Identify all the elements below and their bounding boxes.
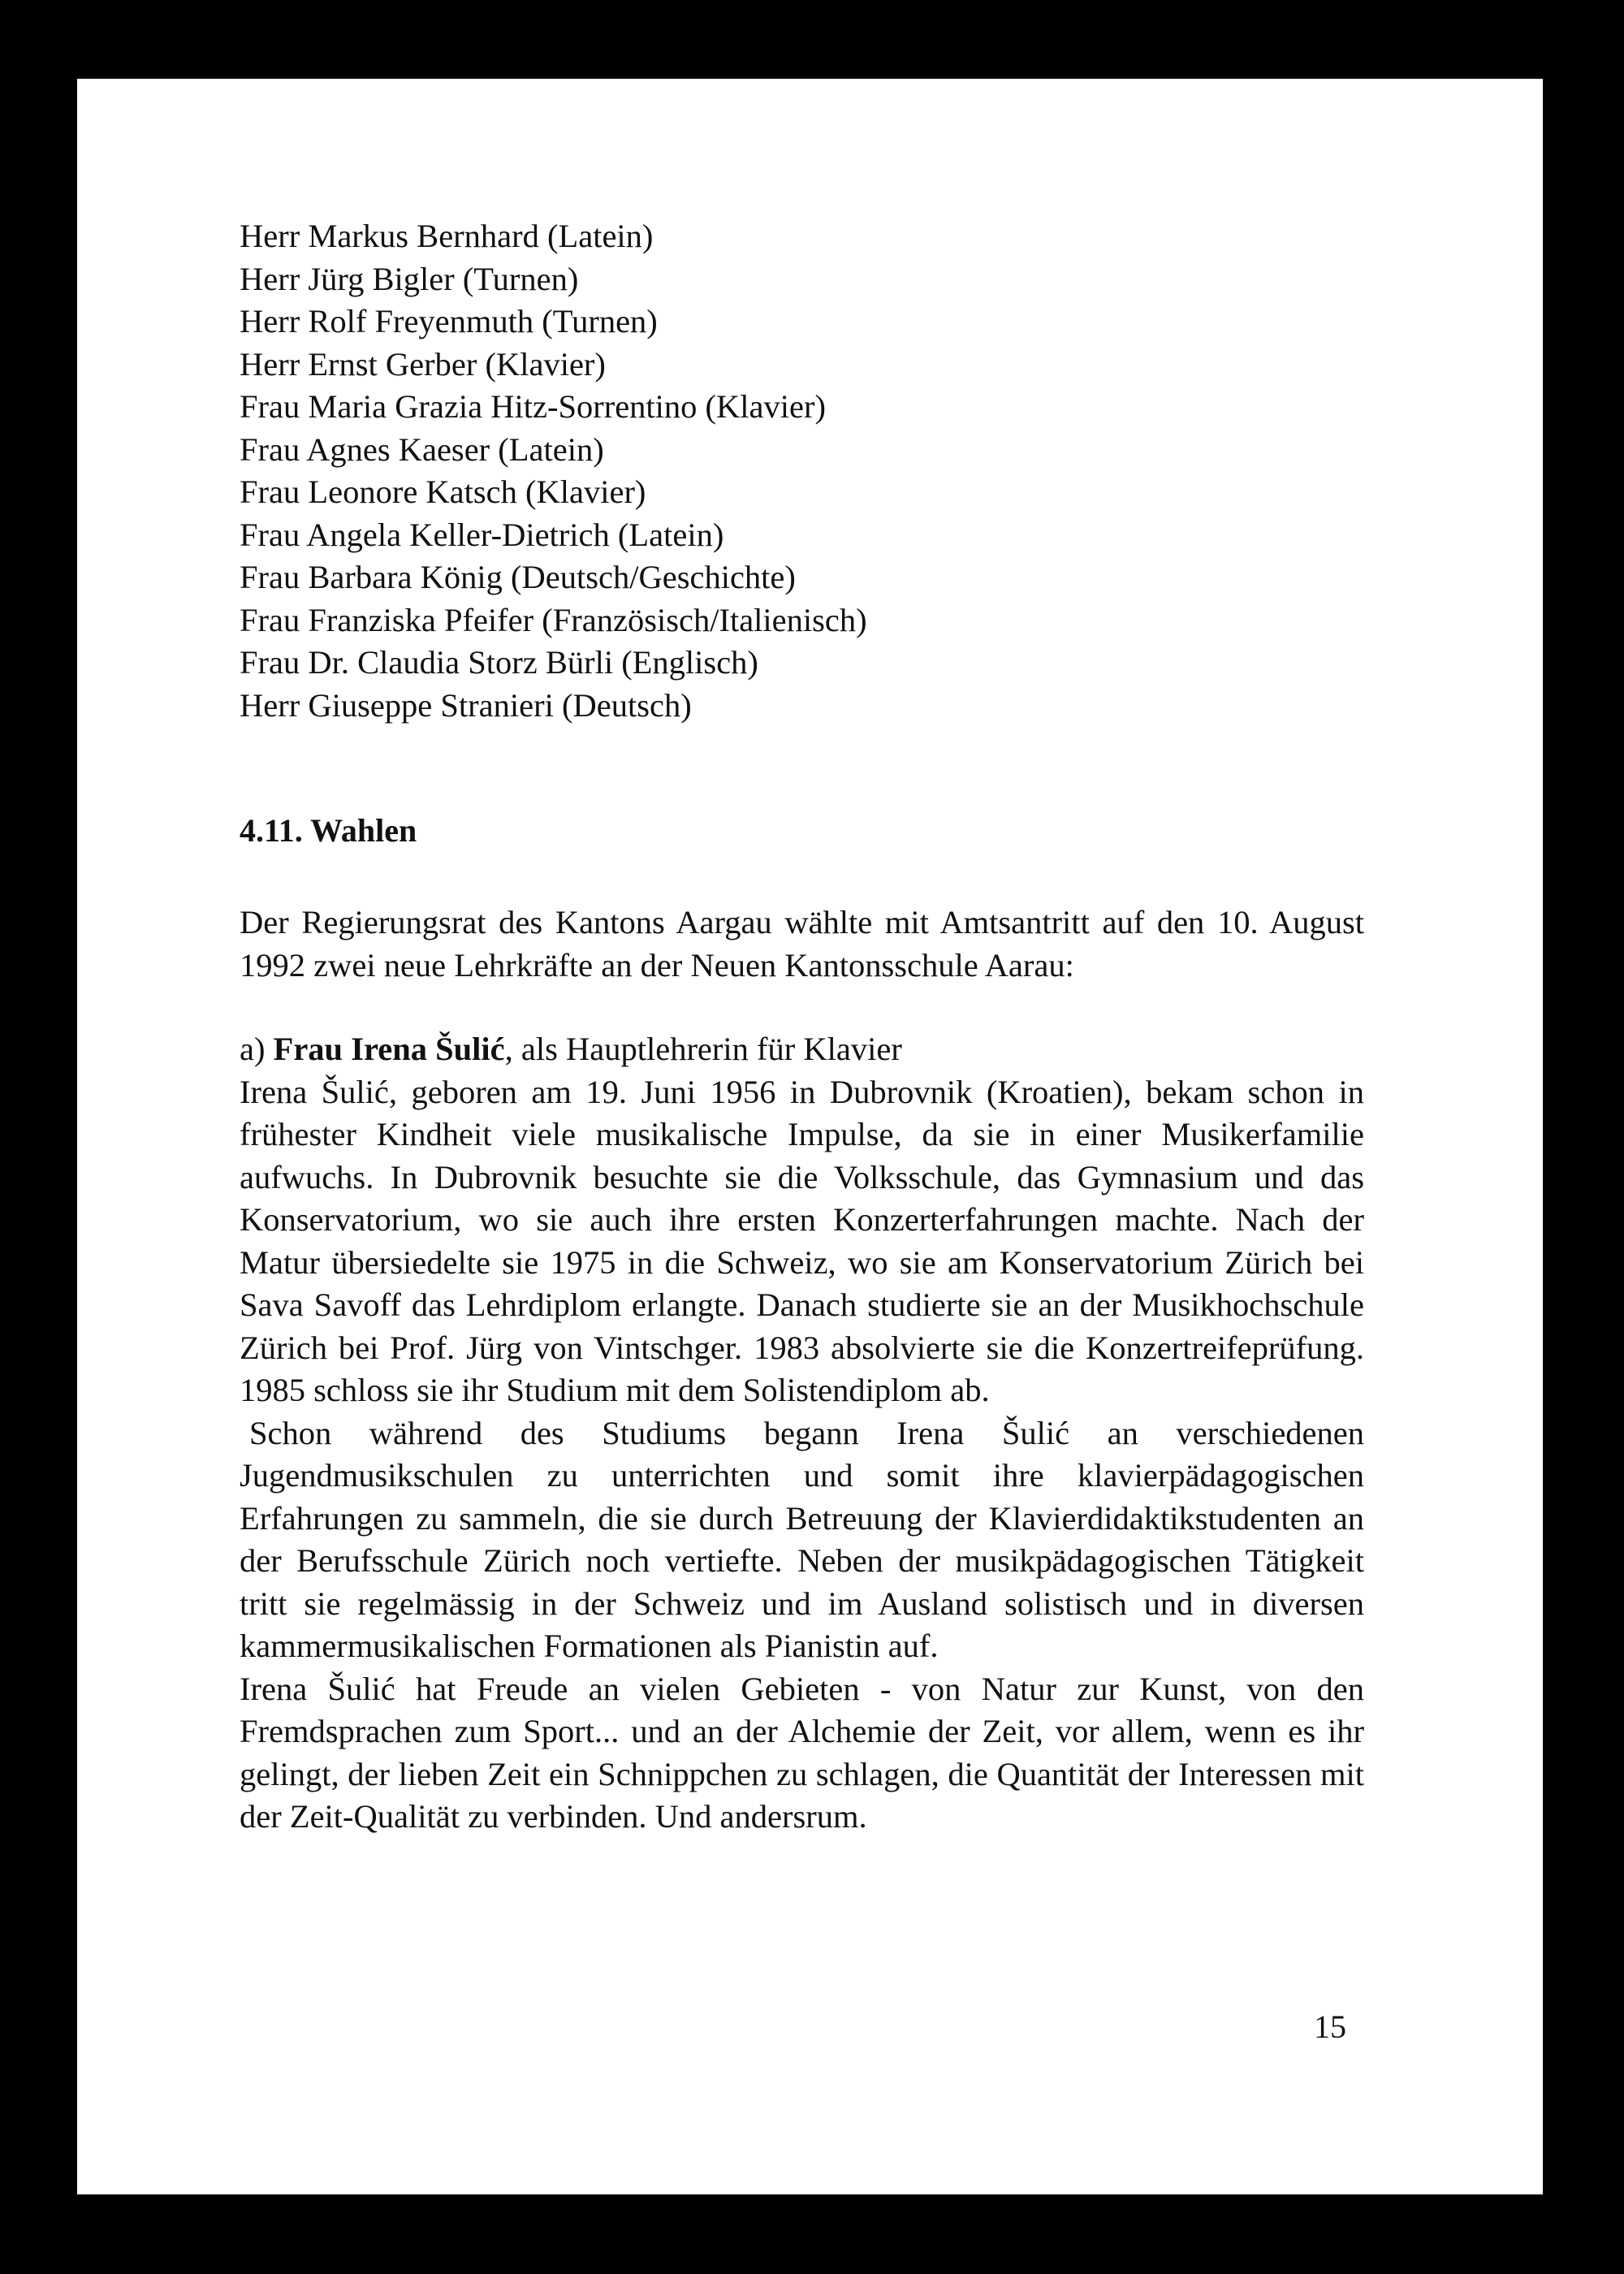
- election-name: Frau Irena Šulić: [273, 1031, 505, 1067]
- staff-entry: Frau Dr. Claudia Storz Bürli (Englisch): [240, 644, 758, 681]
- staff-entry: Herr Ernst Gerber (Klavier): [240, 345, 606, 383]
- election-prefix: a): [240, 1031, 274, 1067]
- biography-paragraph: Schon während des Studiums begann Irena Šulić an verschiedenen Jugendmusikschulen zu unterrichten und somit ihre klavierpädagogischen Erfahrungen zu sammeln, die sie durch Betreuung der Klavierdidaktikstudenten an der Berufsschule Zürich noch vertiefte. Neben der musikpädagogischen Tätigkeit tritt sie regelmässig in der Schweiz und im Ausland solistisch und in diversen kammermusikalischen Formationen als Pianistin auf.: [240, 1414, 1364, 1664]
- staff-entry: Frau Agnes Kaeser (Latein): [240, 430, 604, 468]
- staff-entry: Frau Leonore Katsch (Klavier): [240, 473, 646, 510]
- staff-entry: Herr Markus Bernhard (Latein): [240, 218, 654, 254]
- section-heading: 4.11. Wahlen: [240, 812, 417, 849]
- page-number: 15: [1314, 2008, 1346, 2045]
- staff-entry: Frau Maria Grazia Hitz-Sorrentino (Klavier): [240, 388, 826, 425]
- staff-entry: Frau Franziska Pfeifer (Französisch/Italienisch): [240, 601, 867, 638]
- biography-paragraph: Irena Šulić, geboren am 19. Juni 1956 in Dubrovnik (Kroatien), bekam schon in frühester Kindheit viele musikalische Impulse, da sie in einer Musikerfamilie aufwuchs. In Dubrovnik besuchte sie die Volksschule, das Gymnasium und das Konservatorium, wo sie auch ihre ersten Konzerterfahrungen machte. Nach der Matur übersiedelte sie 1975 in die Schweiz, wo sie am Konservatorium Zürich bei Sava Savoff das Lehrdiplom erlangte. Danach studierte sie an der Musikhochschule Zürich bei Prof. Jürg von Vintschger. 1983 absolvierte sie die Konzertreifeprüfung. 1985 schloss sie ihr Studium mit dem Solistendiplom ab.: [240, 1073, 1364, 1408]
- staff-entry: Herr Rolf Freyenmuth (Turnen): [240, 303, 658, 339]
- staff-entry: Frau Barbara König (Deutsch/Geschichte): [240, 559, 796, 595]
- section-intro: Der Regierungsrat des Kantons Aargau wählte mit Amtsantritt auf den 10. August 1992 zwei neue Lehrkräfte an der Neuen Kantonsschule Aarau:: [240, 904, 1364, 984]
- election-entry-a: [240, 1028, 1364, 1839]
- election-label: [240, 1028, 1364, 1071]
- biography-paragraph: Irena Šulić hat Freude an vielen Gebieten - von Natur zur Kunst, von den Fremdsprachen zum Sport... und an der Alchemie der Zeit, vor allem, wenn es ihr gelingt, der lieben Zeit ein Schnippchen zu schlagen, die Quantität der Interessen mit der Zeit-Qualität zu verbinden. Und andersrum.: [240, 1670, 1364, 1835]
- document-page: [77, 79, 1543, 2194]
- staff-list: [240, 215, 1364, 727]
- staff-entry: Herr Giuseppe Stranieri (Deutsch): [240, 686, 692, 724]
- election-role: , als Hauptlehrerin für Klavier: [504, 1031, 902, 1067]
- staff-entry: Frau Angela Keller-Dietrich (Latein): [240, 516, 724, 553]
- staff-entry: Herr Jürg Bigler (Turnen): [240, 260, 579, 297]
- page-content: [240, 215, 1364, 1839]
